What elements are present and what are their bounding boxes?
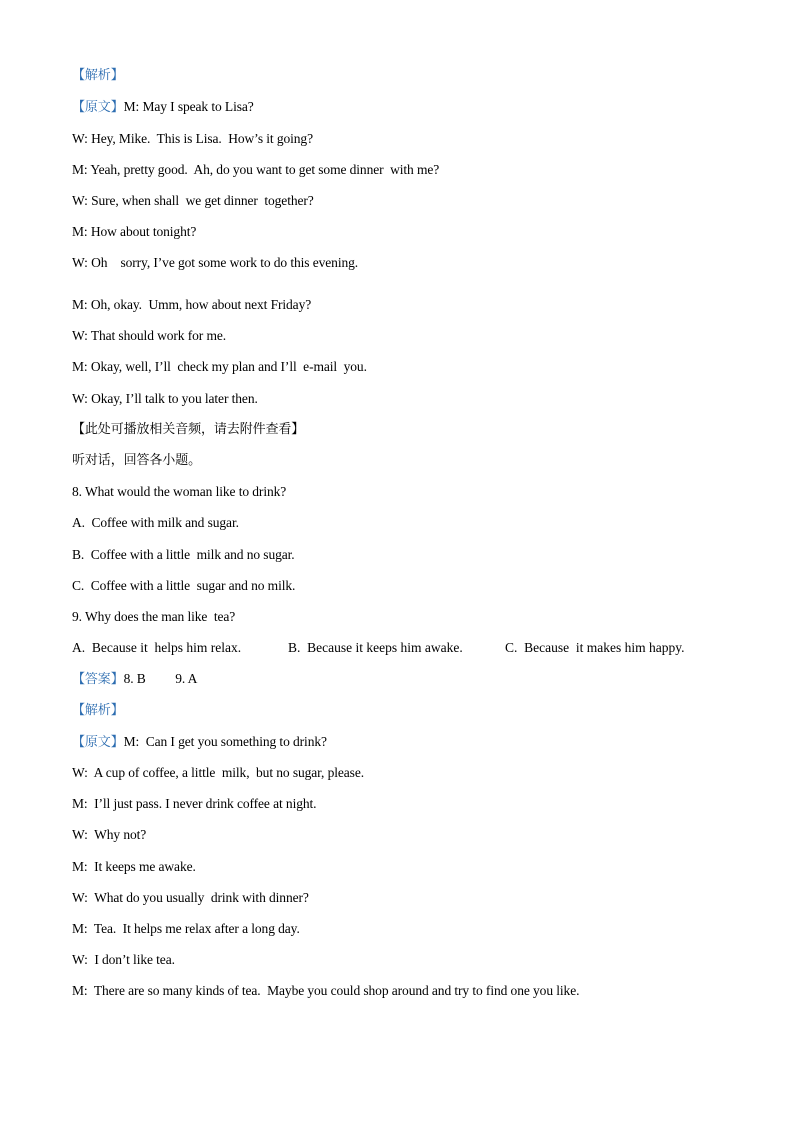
original-label: 【原文】 [72, 100, 124, 115]
dialogue-line: M: Oh, okay. Umm, how about next Friday? [72, 297, 312, 312]
q8-option-a: A. Coffee with milk and sugar. [72, 515, 239, 530]
dialogue-line: M: Can I get you something to drink? [123, 734, 327, 749]
instruction: 听对话，回答各小题。 [72, 453, 202, 468]
dialogue-line: W: Sure, when shall we get dinner together? [72, 193, 314, 208]
audio-note: 【此处可播放相关音频，请去附件查看】 [72, 422, 305, 437]
dialogue-line: W: Hey, Mike. This is Lisa. How’s it going? [72, 131, 313, 146]
dialogue-line: W: Why not? [72, 827, 147, 842]
dialogue-line: M: It keeps me awake. [72, 859, 196, 874]
q9-option-b: B. Because it keeps him awake. [288, 640, 463, 655]
dialogue-line: W: A cup of coffee, a little milk, but no sugar, please. [72, 765, 364, 780]
dialogue-line: M: May I speak to Lisa? [123, 99, 254, 114]
original-text-line [72, 733, 327, 752]
dialogue-line: W: Oh sorry, I’ve got some work to do this evening. [72, 255, 359, 270]
q9-option-c: C. Because it makes him happy. [505, 640, 685, 655]
question-8: 8. What would the woman like to drink? [72, 484, 287, 499]
answer-label: 【答案】 [72, 672, 124, 687]
dialogue-line: M: Okay, well, I’ll check my plan and I’ll e-mail you. [72, 359, 367, 374]
question-9: 9. Why does the man like tea? [72, 609, 236, 624]
analysis-label: 【解析】 [72, 703, 124, 718]
q8-option-c: C. Coffee with a little sugar and no milk. [72, 578, 296, 593]
dialogue-line: M: How about tonight? [72, 224, 197, 239]
dialogue-line: M: Yeah, pretty good. Ah, do you want to get some dinner with me? [72, 162, 440, 177]
dialogue-line: W: I don’t like tea. [72, 952, 175, 967]
q8-option-b: B. Coffee with a little milk and no sugar. [72, 547, 295, 562]
dialogue-line: W: That should work for me. [72, 328, 227, 343]
dialogue-line: W: Okay, I’ll talk to you later then. [72, 391, 258, 406]
original-label: 【原文】 [72, 735, 124, 750]
answer-line [72, 670, 197, 689]
q9-option-a: A. Because it helps him relax. [72, 640, 242, 655]
answer-text: 8. B 9. A [123, 671, 198, 686]
dialogue-line: W: What do you usually drink with dinner? [72, 890, 309, 905]
analysis-label: 【解析】 [72, 68, 124, 83]
dialogue-line: M: Tea. It helps me relax after a long day. [72, 921, 300, 936]
original-text-line [72, 98, 254, 117]
dialogue-line: M: There are so many kinds of tea. Maybe you could shop around and try to find one you like. [72, 983, 580, 998]
dialogue-line: M: I’ll just pass. I never drink coffee at night. [72, 796, 317, 811]
